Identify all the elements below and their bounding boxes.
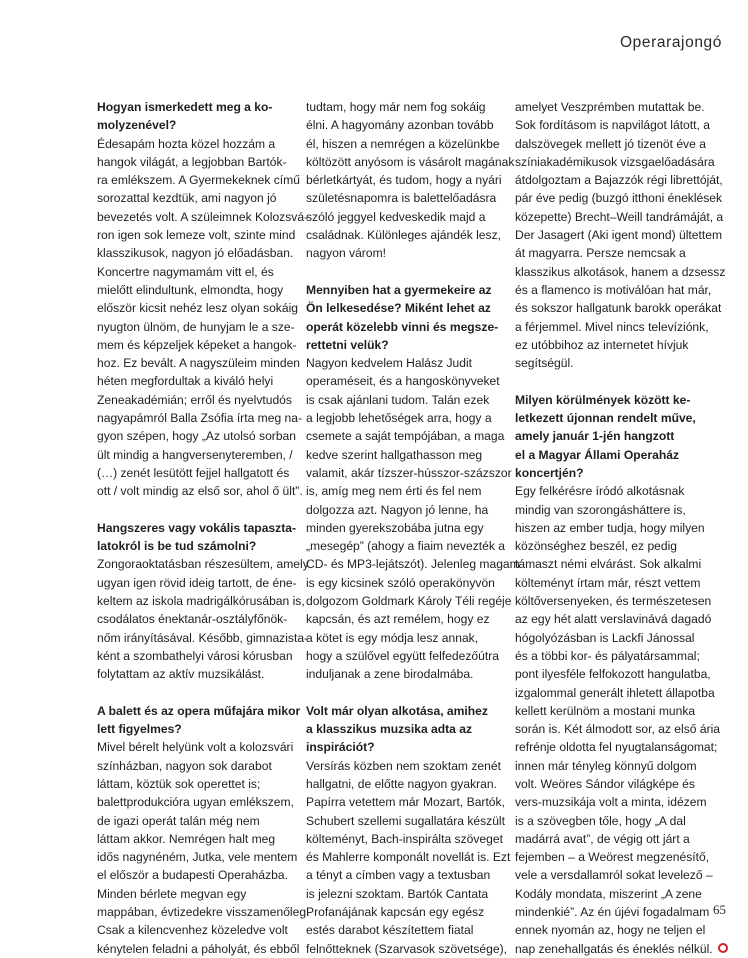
answer-line: láttam, köztük sok operettet is; <box>97 776 261 791</box>
answer-line: ra emlékszem. A Gyermekeknek című <box>97 173 300 188</box>
answer-line: de igazi operát talán még nem <box>97 813 260 828</box>
answer-line: hangok világát, a legjobban Bartók- <box>97 154 287 169</box>
answer-line: folytattam az aktív muzsikálást. <box>97 667 265 682</box>
answer-line: nyugton ülnöm, de hunyjam le a sze- <box>97 319 295 334</box>
column-1 <box>97 98 310 958</box>
answer-line: is csak ajánlani tudom. Talán ezek <box>306 392 490 407</box>
answer-line: „mesegép” (ahogy a fiaim nevezték a <box>306 539 505 554</box>
answer-line: élni. A hagyomány azonban tovább <box>306 118 494 133</box>
answer-line: színházban, nagyon sok darabot <box>97 758 272 773</box>
answer-line: is, amíg meg nem érti és fel nem <box>306 484 482 499</box>
answer-line: él, hiszen a nemrégen a közelünkbe <box>306 136 500 151</box>
answer-line: pár éve pedig (buzgó itthoni éneklések <box>515 191 723 206</box>
answer-line: ugyan igen rövid ideig tartott, de éne- <box>97 575 297 590</box>
answer-line: mielőtt elindultunk, elmondta, hogy <box>97 282 284 297</box>
answer-line: szóló jeggyel kedveskedik majd a <box>306 209 486 224</box>
answer-line: gyon szépen, hogy „Az utolsó sorban <box>97 429 296 444</box>
answer-line: az egy hét alatt verslavinává dagadó <box>515 612 712 627</box>
answer-line: Nagyon kedvelem Halász Judit <box>306 356 473 371</box>
answer-line: is egy kicsinek szóló operakönyvön <box>306 575 495 590</box>
answer-line: hoz. Ez bevált. A nagyszüleim minden <box>97 356 301 371</box>
answer-line: színiakadémikusok vizsgaelőadására <box>515 154 715 169</box>
answer-line: tudtam, hogy már nem fog sokáig <box>306 100 486 114</box>
answer-line: induljanak a zene birodalmába. <box>306 667 474 682</box>
answer-line: láttam akkor. Nemrégen halt meg <box>97 831 276 846</box>
answer-line: a tényt a címben vagy a textusban <box>306 868 491 883</box>
question-line: Ön lelkesedése? Miként lehet az <box>306 301 491 316</box>
answer-line: csemete a saját tempójában, a maga <box>306 429 505 444</box>
answer-line: Zeneakadémián; erről és nyelvtudós <box>97 392 292 407</box>
answer-line: refrénje oldotta fel nyugtalanságomat; <box>515 740 718 755</box>
answer-line: a férjemmel. Mivel nincs televíziónk, <box>515 319 709 334</box>
answer-line: kapcsán, és azt remélem, hogy ez <box>306 612 490 627</box>
answer-line: is jelezni szoktam. Bartók Cantata <box>306 886 489 901</box>
question-line: Volt már olyan alkotása, amihez <box>306 703 488 718</box>
answer-line: Sok fordításom is napvilágot látott, a <box>515 118 710 133</box>
page-number: 65 <box>713 902 726 917</box>
answer-line: ez utóbbihoz az internetet hívjuk <box>515 337 689 352</box>
answer-line: mem és képzeljek képeket a hangok- <box>97 337 297 352</box>
answer-line: Profanájának kapcsán egy egész <box>306 905 485 920</box>
answer-line: madárrá avat”, de végig ott járt a <box>515 831 690 846</box>
answer-line: és a flamenco is motiválóan hat már, <box>515 282 712 297</box>
answer-line: volt. Weöres Sándor világképe és <box>515 776 695 791</box>
answer-line: a legjobb lehetőségek arra, hogy a <box>306 411 492 426</box>
question-line: molyzenével? <box>97 118 177 133</box>
answer-line: Egy felkérésre íródó alkotásnak <box>515 484 685 499</box>
answer-line: kellett kerülnöm a mostani munka <box>515 703 696 718</box>
answer-line: el először a budapesti Operaházba. <box>97 868 288 883</box>
question-line: Hogyan ismerkedett meg a ko- <box>97 100 273 114</box>
answer-line: klasszikusok, nagyon jó előadásban. <box>97 246 294 261</box>
answer-line: nagyapámról Balla Zsófia írta meg na- <box>97 411 303 426</box>
answer-line: vers-muzsikája volt a minta, idézem <box>515 795 707 810</box>
answer-line: pont ilyesféle felfokozott hangulatba, <box>515 667 711 682</box>
question-line: el a Magyar Állami Operaház <box>515 447 680 462</box>
answer-line: sorozattal kezdtük, ami nagyon jó <box>97 191 277 206</box>
answer-line: először kicsit nehéz lesz olyan sokáig <box>97 301 298 316</box>
answer-line: dalszövegek mellett jó tizenöt éve a <box>515 136 706 151</box>
answer-line: költőversenyeken, és természetesen <box>515 594 712 609</box>
answer-line: közepette) Brecht–Weill tandrámáját, a <box>515 209 724 224</box>
answer-line: születésnapomra is balettelőadásra <box>306 191 497 206</box>
answer-line: fejemben – a Weörest megzenésítő, <box>515 850 710 865</box>
question-line: Mennyiben hat a gyermekeire az <box>306 282 492 297</box>
answer-line: közönséghez beszél, ez pedig <box>515 539 678 554</box>
question-line: koncertjén? <box>515 465 584 480</box>
answer-line: idős nagynéném, Jutka, vele mentem <box>97 850 298 865</box>
paragraph-gap <box>306 263 502 281</box>
answer-line: Versírás közben nem szoktam zenét <box>306 758 501 773</box>
question-line: A balett és az opera műfajára mikor <box>97 703 301 718</box>
answer-line: Édesapám hozta közel hozzám a <box>97 136 276 151</box>
answer-line: ült mindig a hangversenyteremben, / <box>97 447 293 462</box>
answer-line: és Mahlerre komponált novellát is. Ezt <box>306 850 511 865</box>
answer-line: ként a szombathelyi városi kórusban <box>97 648 293 663</box>
answer-line: operaméseit, és a hangoskönyveket <box>306 374 500 389</box>
answer-line: mindenkié”. Az én újévi fogadalmam <box>515 905 710 920</box>
answer-line: klasszikus alkotások, hanem a dzsessz <box>515 264 726 279</box>
answer-line: támaszt némi elvárást. Sok alkalmi <box>515 557 702 572</box>
answer-line: minden gyerekszobába jutna egy <box>306 520 484 535</box>
answer-line: hallgatni, de előtte nagyon gyakran. <box>306 776 497 791</box>
question-line: latokról is be tud számolni? <box>97 539 257 554</box>
answer-line: költeményt, Bach-inspirálta szöveget <box>306 831 503 846</box>
answer-line: költeményt írtam már, részt vettem <box>515 575 701 590</box>
answer-line: költözött anyósom is vásárolt magának <box>306 154 515 169</box>
answer-line: vele a versdallamról sokat levelező – <box>515 868 713 883</box>
answer-line: héten megfordultak a kiváló helyi <box>97 374 274 389</box>
answer-line: bevezetés volt. A szüleimnek Kolozsvá- <box>97 209 309 224</box>
answer-line: Papírra vetettem már Mozart, Bartók, <box>306 795 505 810</box>
paragraph-gap <box>306 684 502 702</box>
answer-line: át magyarra. Persze nemcsak a <box>515 246 686 261</box>
answer-line: és a többi kor- és pályatársammal; <box>515 648 700 663</box>
answer-line: dolgozza azt. Nagyon jó lenne, ha <box>306 502 489 517</box>
answer-line: (…) zenét lesütött fejjel hallgatott és <box>97 465 290 480</box>
answer-line: csodálatos énektanár-osztályfőnök- <box>97 612 288 627</box>
answer-line: segítségül. <box>515 356 574 371</box>
answer-line: bérletkártyát, és tudom, hogy a nyári <box>306 173 502 188</box>
answer-line: keltem az iskola madrigálkórusában is, <box>97 594 305 609</box>
answer-line: átdolgoztam a Bajazzók régi librettóját, <box>515 173 723 188</box>
answer-line: mappában, évtizedekre visszamenőleg. <box>97 905 310 920</box>
answer-line: Mivel bérelt helyünk volt a kolozsvári <box>97 740 294 755</box>
running-header: Operarajongó <box>620 34 722 51</box>
answer-line: hiszen az ember tudja, hogy milyen <box>515 520 705 535</box>
answer-line: ott / volt mindig az első sor, ahol ő ült”. <box>97 484 303 499</box>
question-line: lett figyelmes? <box>97 722 182 737</box>
answer-line: hógolyózásban is Lackfi Jánossal <box>515 630 695 645</box>
question-line: inspirációt? <box>306 740 375 755</box>
answer-line: dolgozom Goldmark Károly Téli regéje <box>306 594 512 609</box>
answer-line: nőm irányításával. Később, gimnazista- <box>97 630 309 645</box>
question-line: Hangszeres vagy vokális tapaszta- <box>97 520 296 535</box>
answer-line: nap zenehallgatás és éneklés nélkül. <box>515 940 711 958</box>
answer-line: és sokszor hallgatunk barokk operákat <box>515 301 722 316</box>
answer-line: is a szövegben tőle, hogy „A dal <box>515 813 686 828</box>
answer-line: felnőtteknek (Szarvasok szövetsége), <box>306 941 507 956</box>
answer-line: Minden bérlete megvan egy <box>97 886 247 901</box>
answer-line: valamit, akár tízszer-hússzor-százszor <box>306 465 512 480</box>
answer-line: estés darabot készítettem fiatal <box>306 923 474 938</box>
question-line: rettetni velük? <box>306 337 389 352</box>
answer-line: hogy a szülővel együtt felfedezőútra <box>306 648 499 663</box>
answer-line: során is. Két álmodott sor, az első ária <box>515 722 721 737</box>
answer-line: balettprodukcióra ugyan emlékszem, <box>97 795 294 810</box>
question-line: Milyen körülmények között ke- <box>515 392 691 407</box>
answer-line: Der Jasagert (Aki igent mond) ültettem <box>515 228 723 243</box>
answer-line: családnak. Különleges ajándék lesz, <box>306 228 501 243</box>
question-line: operát közelebb vinni és megsze- <box>306 319 499 334</box>
answer-line: Kodály mondata, miszerint „A zene <box>515 886 702 901</box>
question-line: amely január 1-jén hangzott <box>515 429 675 444</box>
question-line: letkezett újonnan rendelt műve, <box>515 411 696 426</box>
answer-line: CD- és MP3-lejátszót). Jelenleg magam <box>306 557 520 572</box>
paragraph-gap <box>97 501 293 519</box>
question-line: a klasszikus muzsika adta az <box>306 722 473 737</box>
answer-line: Csak a kilencvenhez közeledve volt <box>97 923 288 938</box>
answer-line: kénytelen feladni a páholyát, és ebből <box>97 941 300 956</box>
column-2 <box>306 98 520 958</box>
answer-line: izgalommal generált ihletett állapotba <box>515 685 715 700</box>
answer-line: mindig van szorongásháttere is, <box>515 502 686 517</box>
answer-line: innen már tényleg könnyű dolgom <box>515 758 697 773</box>
answer-line: Koncertre nagymamám vitt el, és <box>97 264 274 279</box>
paragraph-gap <box>515 372 711 390</box>
answer-line: a kötet is egy módja lesz annak, <box>306 630 479 645</box>
paragraph-gap <box>97 684 293 702</box>
answer-line: kedve szerint hallgathasson meg <box>306 447 483 462</box>
answer-line: amelyet Veszprémben mutattak be. <box>515 100 705 114</box>
answer-line: Schubert szellemi sugallatára készült <box>306 813 505 828</box>
answer-line: ron igen sok lemeze volt, szinte mind <box>97 228 296 243</box>
answer-line: ennek nyomán az, hogy ne teljen el <box>515 923 706 938</box>
answer-line: nagyon várom! <box>306 246 386 261</box>
answer-line: Zongoraoktatásban részesültem, amely <box>97 557 309 572</box>
